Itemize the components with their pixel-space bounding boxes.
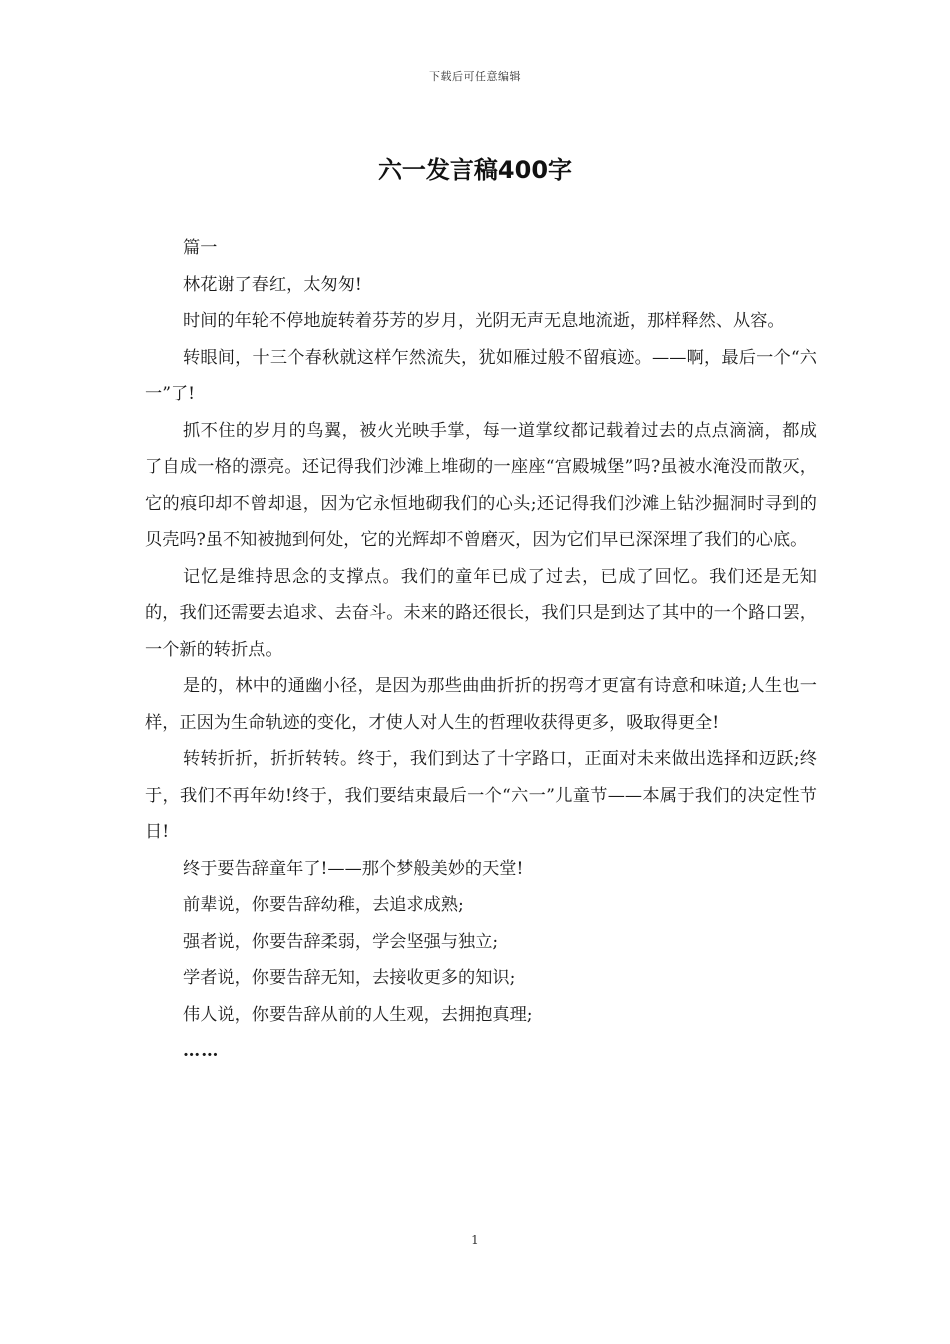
paragraph: 转眼间，十三个春秋就这样乍然流失，犹如雁过般不留痕迹。——啊，最后一个“六一”了! [145, 347, 817, 404]
paragraph: 学者说，你要告辞无知，去接收更多的知识; [183, 968, 516, 988]
paragraph: 抓不住的岁月的鸟翼，被火光映手掌，每一道掌纹都记载着过去的点点滴滴，都成了自成一格的漂亮。还记得我们沙滩上堆砌的一座座“宫殿城堡”吗?虽被水淹没而散灭，它的痕印却不曾却退，因为它永恒地砌我们的心头;还记得我们沙滩上钻沙掘洞时寻到的贝壳吗?虽不知被抛到何处，它的光辉却不曾磨灭，因为它们早已深深埋了我们的心底。 [145, 420, 817, 550]
paragraph: 时间的年轮不停地旋转着芬芳的岁月，光阴无声无息地流逝，那样释然、从容。 [183, 311, 785, 331]
document-title: 六一发言稿400字 [377, 156, 573, 184]
page-header: 下载后可任意编辑 [429, 70, 521, 83]
paragraph: 前辈说，你要告辞幼稚，去追求成熟; [183, 895, 464, 915]
ellipsis-line: …… [183, 1041, 220, 1061]
paragraph: 记忆是维持思念的支撑点。我们的童年已成了过去，已成了回忆。我们还是无知的，我们还需要去追求、去奋斗。未来的路还很长，我们只是到达了其中的一个路口罢，一个新的转折点。 [145, 566, 817, 660]
paragraph: 是的，林中的通幽小径，是因为那些曲曲折折的拐弯才更富有诗意和味道;人生也一样，正因为生命轨迹的变化，才使人对人生的哲理收获得更多，吸取得更全! [145, 676, 817, 733]
paragraph: 转转折折，折折转转。终于，我们到达了十字路口，正面对未来做出选择和迈跃;终于，我们不再年幼!终于，我们要结束最后一个“六一”儿童节——本属于我们的决定性节日! [145, 749, 817, 842]
paragraph: 终于要告辞童年了!——那个梦般美妙的天堂! [183, 858, 524, 879]
paragraph: 强者说，你要告辞柔弱，学会坚强与独立; [183, 931, 499, 952]
paragraph: 伟人说，你要告辞从前的人生观，去拥抱真理; [183, 1004, 533, 1025]
document-body [145, 230, 817, 1070]
section-label: 篇一 [183, 238, 218, 258]
paragraph: 林花谢了春红，太匆匆! [183, 274, 362, 295]
page-number: 1 [471, 1233, 479, 1247]
